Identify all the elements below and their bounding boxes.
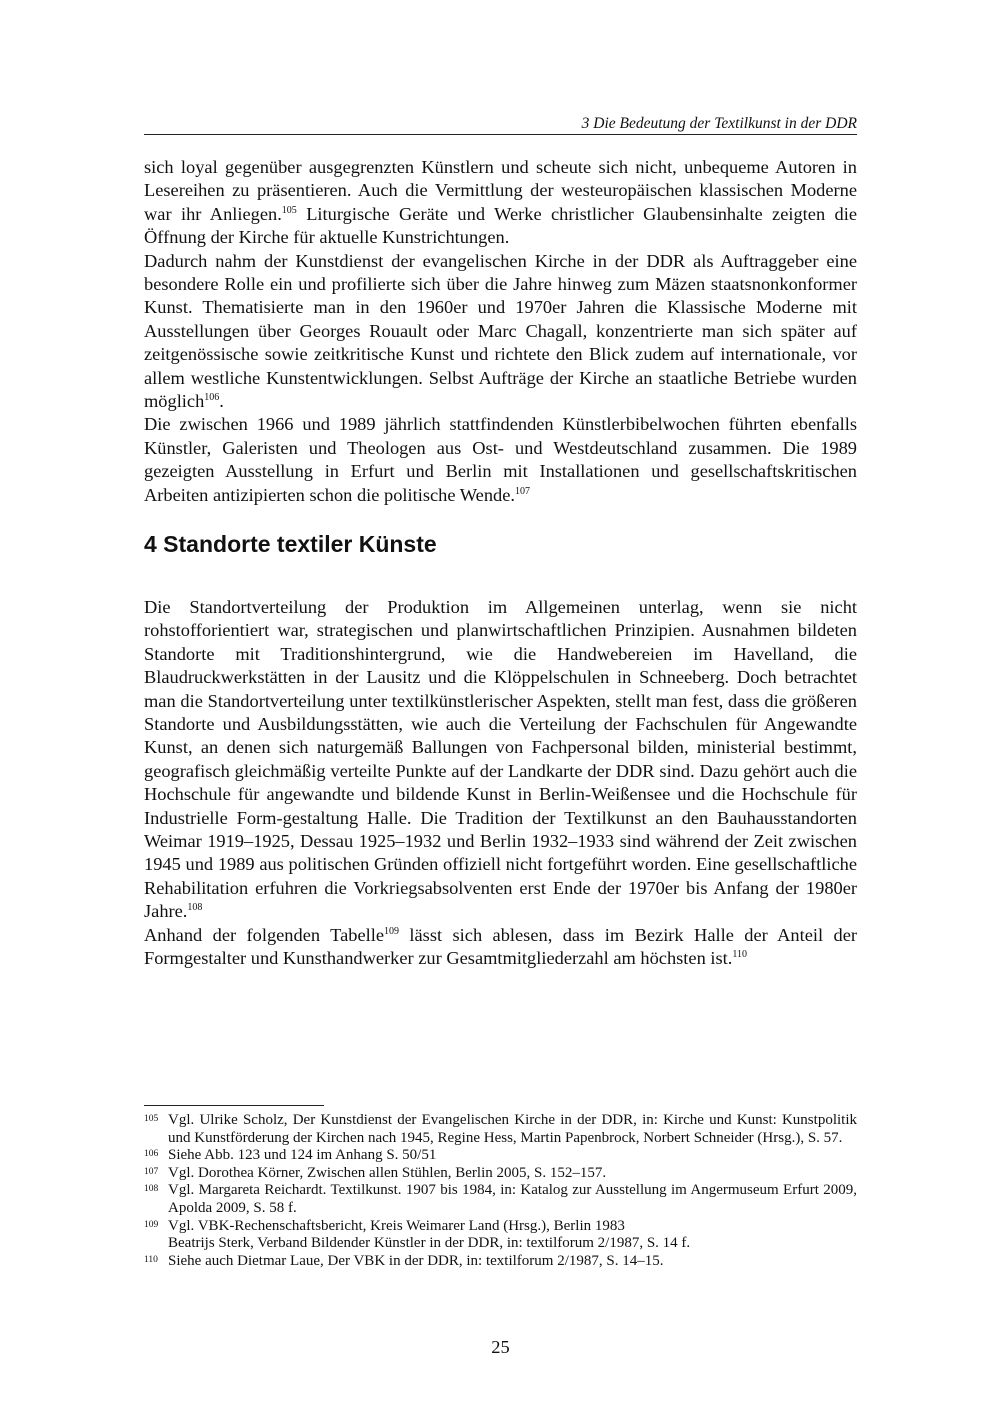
footnotes xyxy=(144,1112,857,1270)
intro-text-block xyxy=(144,156,857,507)
footnote-109 xyxy=(144,1218,857,1253)
footnote-text: Siehe auch Dietmar Laue, Der VBK in der DDR, in: textilforum 2/1987, S. 14–15. xyxy=(168,1252,664,1269)
footnote-number: 109 xyxy=(144,1219,159,1230)
footnote-number: 105 xyxy=(144,1114,159,1124)
paragraph: Die Standortverteilung der Produktion im Allgemeinen unterlag, wenn sie nicht rohstofforientiert war, strategischen und planwirtschaftlichen Prinzipien. Ausnahmen bildeten Standorte mit Traditionshintergrund, wie die Handwebereien im Havelland, die Blaudruckwerkstätten in der Lausitz und die Klöppelschulen in Schneeberg. Doch betrachtet man die Standortverteilung unter textilkünstlerischer Aspekten, stellt man fest, dass die größeren Standorte und Ausbildungsstätten, wie auch die Verteilung der Fachschulen für Angewandte Kunst, an denen sich naturgemäß Ballungen von Fachpersonal bilden, ministerial bestimmt, geografisch gleichmäßig verteilte Punkte auf der Landkarte der DDR sind. Dazu gehört auch die Hochschule für angewandte und bildende Kunst in Berlin-Weißensee und die Hochschule für Industrielle Form-gestaltung Halle. Die Tradition der Textilkunst an den Bauhausstandorten Weimar 1919–1925, Dessau 1925–1932 und Berlin 1932–1933 sind während der Zeit zwischen 1945 und 1989 aus politischen Gründen offiziell nicht fortgeführt worden. Eine gesellschaftliche Rehabilitation erfuhren die Vorkriegsabsolventen erst Ende der 1970er bis Anfang der 1980er Jahre.$^{108}$ xyxy=(144,597,857,922)
section-heading: 4 Standorte textiler Künste xyxy=(144,531,437,557)
footnote-number: 107 xyxy=(144,1166,159,1177)
footnote-107 xyxy=(144,1165,857,1183)
paragraph: sich loyal gegenüber ausgegrenzten Künstlern und scheute sich nicht, unbequeme Autoren in Lesereihen zu präsentieren. Auch die Vermittlung der westeuropäischen klassischen Moderne war ihr Anliegen.$^{105}$ Liturgische Geräte und Werke christlicher Glaubensinhalte zeigten die Öffnung der Kirche für aktuelle Kunstrichtungen. xyxy=(144,157,858,248)
footnote-text: Siehe Abb. 123 und 124 im Anhang S. 50/51 xyxy=(168,1147,437,1164)
footnote-ref-109[interactable]: 109 xyxy=(384,925,399,937)
footnote-ref-108[interactable]: 108 xyxy=(187,902,203,914)
section-text-block xyxy=(144,596,857,971)
footnote-105 xyxy=(144,1112,857,1147)
page-number: 25 xyxy=(491,1337,510,1357)
footnote-text: Vgl. Ulrike Scholz, Der Kunstdienst der Evangelischen Kirche in der DDR, in: Kirche und Kunst: Kunstpolitik und Kunstförderung der Kirchen nach 1945, Regine Hess, Martin Papenbrock, Norbert Schneider (Hrsg.), S. 57. xyxy=(168,1112,857,1146)
document-page xyxy=(144,0,857,1415)
footnote-108 xyxy=(144,1182,857,1217)
footnote-106 xyxy=(144,1147,857,1165)
footnote-text: Vgl. VBK-Rechenschaftsbericht, Kreis Weimarer Land (Hrsg.), Berlin 1983 Beatrijs Sterk, Verband Bildender Künstler in der DDR, in: textilforum 2/1987, S. 14 f. xyxy=(168,1217,691,1252)
footnote-rule xyxy=(144,1105,324,1106)
footnote-number: 108 xyxy=(144,1184,159,1195)
paragraph: Dadurch nahm der Kunstdienst der evangelischen Kirche in der DDR als Auftraggeber eine besondere Rolle ein und profilierte sich über die Jahre hinweg zum Mäzen staatsnonkonformer Kunst. Thematisierte man in den 1960er und 1970er Jahren die Klassische Moderne mit Ausstellungen über Georges Rouault oder Marc Chagall, konzentrierte man sich später auf zeitgenössische sowie zeitkritische Kunst und richtete den Blick zudem auf internationale, vor allem westliche Kunstentwicklungen. Selbst Aufträge der Kirche an staatliche Betriebe wurden möglich$^{106}$. xyxy=(144,250,857,412)
footnote-ref-107[interactable]: 107 xyxy=(514,485,530,497)
footnote-text: Vgl. Dorothea Körner, Zwischen allen Stühlen, Berlin 2005, S. 152–157. xyxy=(168,1164,607,1181)
footnote-110 xyxy=(144,1253,857,1271)
footnote-text: Vgl. Margareta Reichardt. Textilkunst. 1907 bis 1984, in: Katalog zur Ausstellung im Angermuseum Erfurt 2009, Apolda 2009, S. 58 f. xyxy=(168,1182,857,1216)
running-header: 3 Die Bedeutung der Textilkunst in der DDR xyxy=(581,115,857,132)
paragraph: Anhand der folgenden Tabelle$^{109}$ lässt sich ablesen, dass im Bezirk Halle der Anteil der Formgestalter und Kunsthandwerker zur Gesamtmitgliederzahl am höchsten ist.$^{110}$ xyxy=(144,924,858,969)
footnote-ref-106[interactable]: 106 xyxy=(204,392,220,404)
footnote-ref-105[interactable]: 105 xyxy=(281,204,297,216)
footnote-number: 106 xyxy=(144,1149,159,1160)
paragraph: Die zwischen 1966 und 1989 jährlich stattfindenden Künstlerbibelwochen führten ebenfalls Künstler, Galeristen und Theologen aus Ost- und Westdeutschland zusammen. Die 1989 gezeigten Ausstellung in Erfurt und Berlin mit Installationen und gesellschaftskritischen Arbeiten antizipierten schon die politische Wende.$^{107}$ xyxy=(144,414,857,505)
header-rule xyxy=(144,134,857,135)
footnote-ref-110[interactable]: 110 xyxy=(732,949,747,961)
footnote-number: 110 xyxy=(144,1254,158,1265)
